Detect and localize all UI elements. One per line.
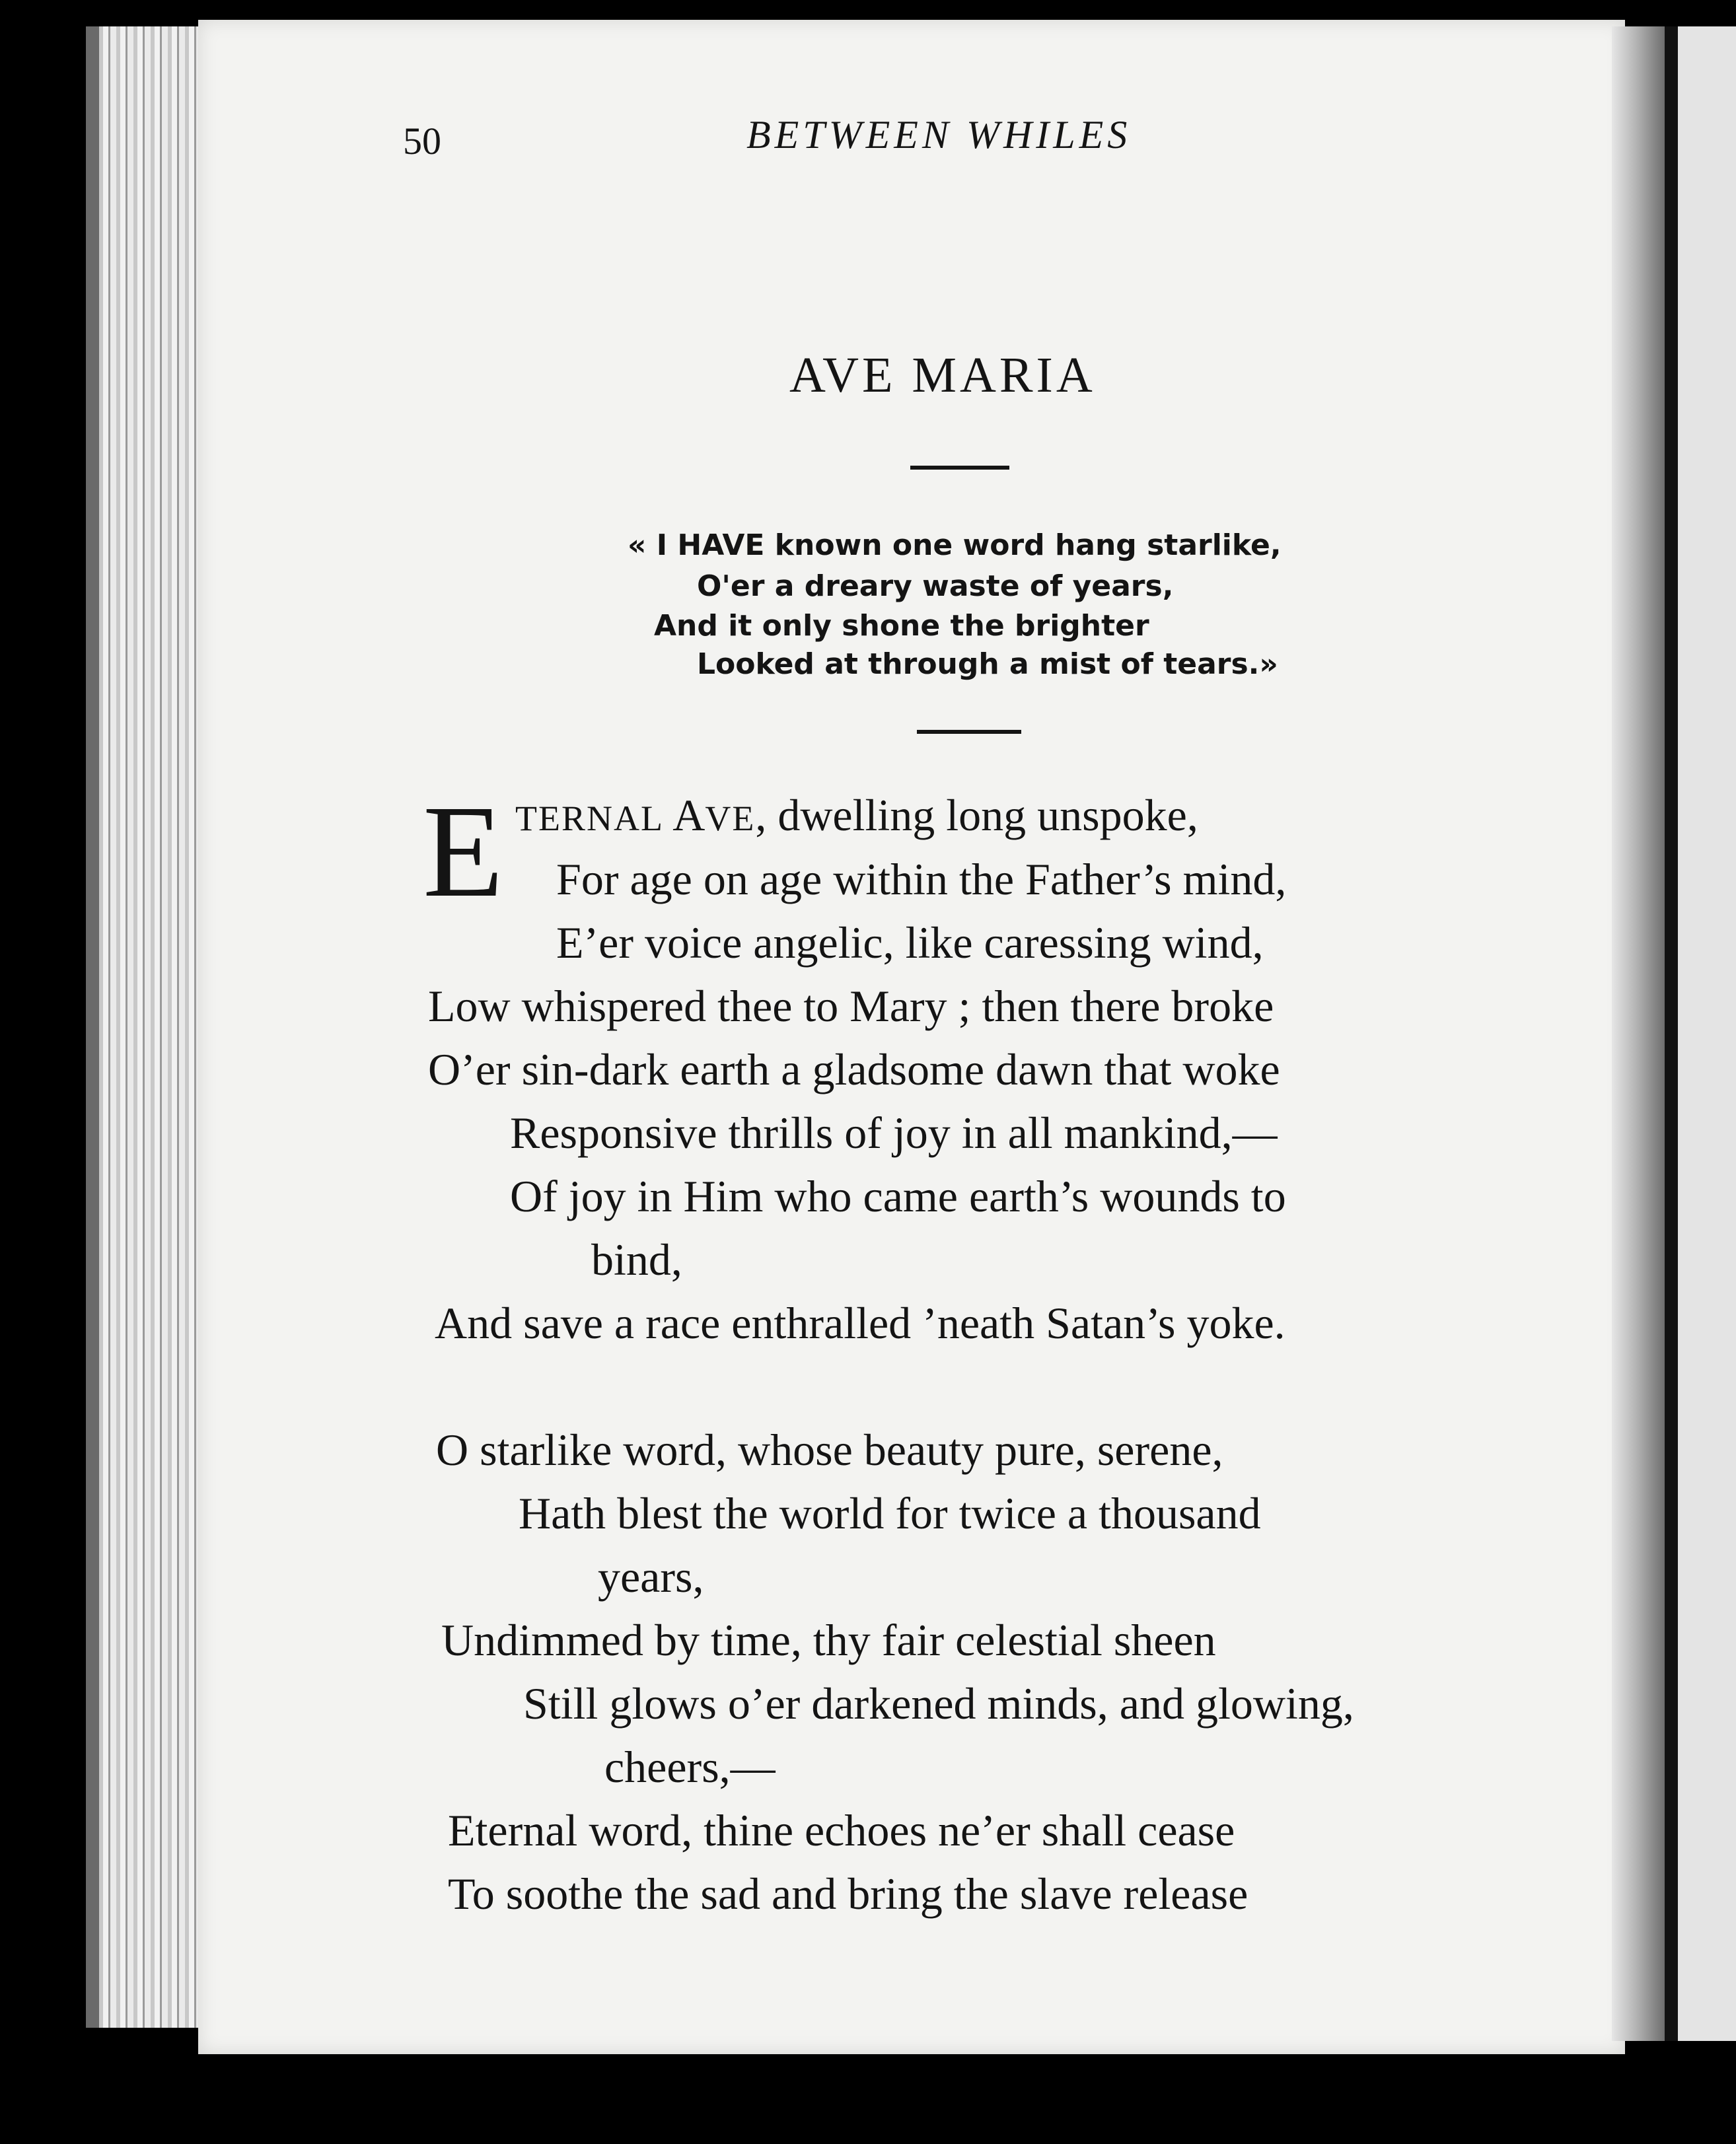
page-number: 50 bbox=[403, 120, 441, 162]
verse-line: Low whispered thee to Mary ; then there broke bbox=[428, 981, 1274, 1031]
verse-line: To soothe the sad and bring the slave release bbox=[448, 1869, 1248, 1919]
epigraph-line: O'er a dreary waste of years, bbox=[697, 569, 1174, 603]
verse-line: And save a race enthralled ’neath Satan’s yoke. bbox=[435, 1298, 1285, 1348]
spine-divider bbox=[1665, 26, 1678, 2041]
page-edge-stack bbox=[99, 26, 211, 2028]
title-rule bbox=[910, 466, 1009, 470]
verse-line: For age on age within the Father’s mind, bbox=[556, 854, 1287, 904]
verse-line: years, bbox=[598, 1552, 704, 1602]
epigraph-line: Looked at through a mist of tears.» bbox=[697, 647, 1278, 681]
verse-line: bind, bbox=[591, 1234, 682, 1285]
line1-rest: , dwelling long unspoke, bbox=[755, 790, 1198, 840]
verse-line: Of joy in Him who came earth’s wounds to bbox=[510, 1171, 1286, 1221]
poem-title: AVE MARIA bbox=[789, 347, 1096, 403]
verse-line: Responsive thrills of joy in all mankind,— bbox=[510, 1108, 1278, 1158]
first-word-small-caps: TERNAL bbox=[515, 799, 664, 838]
verse-line: cheers,— bbox=[604, 1742, 776, 1792]
ave-initial: A bbox=[672, 790, 705, 840]
verse-line: E’er voice angelic, like caressing wind, bbox=[556, 917, 1264, 968]
ave-word bbox=[672, 790, 755, 840]
facing-page-edge bbox=[1678, 26, 1736, 2041]
printed-page bbox=[198, 20, 1625, 2054]
scan-border bbox=[0, 2074, 1736, 2144]
epigraph-line: And it only shone the brighter bbox=[654, 609, 1149, 643]
gutter-shadow bbox=[1612, 26, 1665, 2041]
verse-line: O starlike word, whose beauty pure, serene, bbox=[436, 1425, 1223, 1475]
running-head: BETWEEN WHILES bbox=[746, 113, 1132, 157]
verse-line: O’er sin-dark earth a gladsome dawn that woke bbox=[428, 1044, 1280, 1094]
drop-cap: E bbox=[423, 779, 504, 925]
verse-line: Undimmed by time, thy fair celestial sheen bbox=[441, 1615, 1216, 1665]
verse-line bbox=[515, 789, 1198, 841]
verse-line: Eternal word, thine echoes ne’er shall cease bbox=[448, 1805, 1235, 1855]
epigraph-rule bbox=[917, 730, 1021, 734]
verse-line: Still glows o’er darkened minds, and glowing, bbox=[523, 1678, 1354, 1729]
epigraph-line: « I HAVE known one word hang starlike, bbox=[628, 528, 1282, 562]
ave-small-caps: VE bbox=[705, 799, 756, 838]
verse-line: Hath blest the world for twice a thousand bbox=[519, 1488, 1261, 1538]
